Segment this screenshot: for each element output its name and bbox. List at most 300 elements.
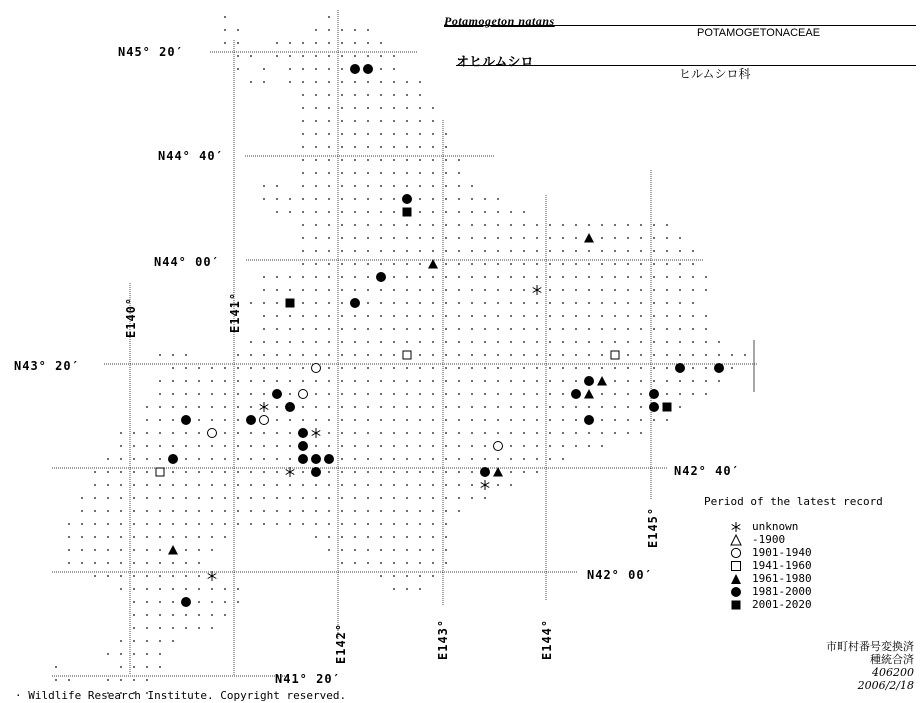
- grid-dot: [302, 263, 304, 265]
- grid-dot: [653, 315, 655, 317]
- grid-dot: [341, 562, 343, 564]
- grid-dot: [133, 445, 135, 447]
- grid-dot: [484, 237, 486, 239]
- grid-dot: [237, 367, 239, 369]
- grid-dot: [523, 341, 525, 343]
- grid-dot: [432, 562, 434, 564]
- grid-dot: [354, 159, 356, 161]
- grid-dot: [315, 107, 317, 109]
- grid-dot: [380, 406, 382, 408]
- grid-dot: [406, 575, 408, 577]
- grid-dot: [471, 367, 473, 369]
- grid-dot: [263, 81, 265, 83]
- grid-dot: [614, 328, 616, 330]
- grid-dot: [432, 120, 434, 122]
- grid-dot: [692, 341, 694, 343]
- grid-dot: [81, 536, 83, 538]
- grid-dot: [536, 380, 538, 382]
- grid-dot: [458, 224, 460, 226]
- grid-dot: [653, 289, 655, 291]
- grid-dot: [354, 458, 356, 460]
- grid-dot: [666, 393, 668, 395]
- grid-dot: [211, 627, 213, 629]
- grid-dot: [679, 354, 681, 356]
- grid-dot: [432, 471, 434, 473]
- grid-dot: [471, 211, 473, 213]
- grid-dot: [367, 81, 369, 83]
- grid-dot: [250, 341, 252, 343]
- grid-dot: [458, 250, 460, 252]
- grid-dot: [146, 666, 148, 668]
- grid-dot: [341, 42, 343, 44]
- grid-dot: [640, 315, 642, 317]
- grid-dot: [458, 471, 460, 473]
- grid-dot: [55, 679, 57, 681]
- grid-dot: [237, 29, 239, 31]
- grid-dot: [627, 302, 629, 304]
- grid-dot: [432, 198, 434, 200]
- grid-dot: [679, 289, 681, 291]
- grid-dot: [523, 224, 525, 226]
- grid-dot: [471, 419, 473, 421]
- grid-dot: [445, 549, 447, 551]
- grid-dot: [367, 367, 369, 369]
- grid-dot: [146, 445, 148, 447]
- grid-dot: [640, 263, 642, 265]
- grid-dot: [510, 419, 512, 421]
- grid-dot: [354, 510, 356, 512]
- grid-dot: [510, 224, 512, 226]
- grid-dot: [341, 497, 343, 499]
- grid-dot: [549, 341, 551, 343]
- record-filled-triangle: [597, 376, 607, 386]
- grid-dot: [120, 497, 122, 499]
- grid-dot: [315, 237, 317, 239]
- grid-dot: [276, 276, 278, 278]
- grid-dot: [159, 484, 161, 486]
- grid-dot: [601, 289, 603, 291]
- record-filled-square: [663, 403, 672, 412]
- grid-dot: [380, 458, 382, 460]
- grid-dot: [601, 276, 603, 278]
- grid-dot: [419, 94, 421, 96]
- grid-dot: [731, 367, 733, 369]
- grid-dot: [484, 367, 486, 369]
- grid-dot: [328, 341, 330, 343]
- grid-dot: [497, 224, 499, 226]
- grid-dot: [211, 471, 213, 473]
- grid-dot: [406, 497, 408, 499]
- grid-dot: [341, 250, 343, 252]
- grid-dot: [484, 263, 486, 265]
- grid-dot: [302, 42, 304, 44]
- grid-dot: [237, 354, 239, 356]
- grid-dot: [289, 523, 291, 525]
- grid-dot: [367, 302, 369, 304]
- grid-dot: [380, 42, 382, 44]
- grid-dot: [289, 341, 291, 343]
- grid-dot: [601, 393, 603, 395]
- grid-dot: [198, 393, 200, 395]
- grid-dot: [445, 172, 447, 174]
- grid-dot: [328, 81, 330, 83]
- grid-dot: [406, 185, 408, 187]
- grid-dot: [406, 432, 408, 434]
- grid-dot: [172, 614, 174, 616]
- grid-dot: [120, 432, 122, 434]
- grid-dot: [185, 445, 187, 447]
- grid-dot: [185, 458, 187, 460]
- grid-dot: [380, 445, 382, 447]
- grid-dot: [198, 575, 200, 577]
- grid-dot: [224, 471, 226, 473]
- grid-dot: [133, 588, 135, 590]
- grid-dot: [692, 263, 694, 265]
- grid-dot: [263, 185, 265, 187]
- grid-dot: [406, 484, 408, 486]
- grid-dot: [237, 484, 239, 486]
- grid-dot: [159, 510, 161, 512]
- grid-dot: [328, 185, 330, 187]
- grid-dot: [445, 471, 447, 473]
- grid-dot: [510, 354, 512, 356]
- grid-dot: [315, 198, 317, 200]
- grid-dot: [393, 172, 395, 174]
- grid-dot: [549, 328, 551, 330]
- grid-dot: [640, 380, 642, 382]
- grid-dot: [211, 367, 213, 369]
- grid-dot: [315, 341, 317, 343]
- grid-dot: [185, 536, 187, 538]
- grid-dot: [341, 445, 343, 447]
- grid-dot: [250, 55, 252, 57]
- grid-dot: [679, 393, 681, 395]
- grid-dot: [601, 367, 603, 369]
- filled-triangle-icon: [730, 573, 742, 585]
- lat-label-45-20: N45° 20′: [118, 45, 184, 59]
- grid-dot: [146, 588, 148, 590]
- filled-circle-icon: [730, 586, 742, 598]
- grid-dot: [81, 497, 83, 499]
- grid-dot: [367, 432, 369, 434]
- grid-dot: [94, 536, 96, 538]
- grid-dot: [276, 432, 278, 434]
- grid-dot: [172, 575, 174, 577]
- grid-dot: [562, 302, 564, 304]
- grid-dot: [120, 523, 122, 525]
- grid-dot: [497, 341, 499, 343]
- grid-dot: [510, 445, 512, 447]
- grid-dot: [562, 224, 564, 226]
- grid-dot: [705, 328, 707, 330]
- grid-dot: [237, 445, 239, 447]
- grid-dot: [718, 354, 720, 356]
- grid-dot: [471, 315, 473, 317]
- grid-dot: [419, 393, 421, 395]
- grid-dot: [601, 224, 603, 226]
- grid-dot: [458, 263, 460, 265]
- grid-dot: [133, 614, 135, 616]
- grid-dot: [250, 484, 252, 486]
- grid-dot: [341, 536, 343, 538]
- grid-dot: [536, 328, 538, 330]
- legend-label: 1901-1940: [752, 546, 812, 559]
- grid-dot: [419, 562, 421, 564]
- grid-dot: [302, 302, 304, 304]
- grid-dot: [198, 432, 200, 434]
- record-asterisk: [481, 480, 490, 490]
- grid-dot: [393, 198, 395, 200]
- grid-dot: [497, 432, 499, 434]
- grid-dot: [341, 341, 343, 343]
- grid-dot: [159, 523, 161, 525]
- grid-dot: [445, 224, 447, 226]
- grid-dot: [380, 211, 382, 213]
- grid-dot: [367, 445, 369, 447]
- grid-dot: [536, 302, 538, 304]
- grid-dot: [315, 354, 317, 356]
- grid-dot: [198, 627, 200, 629]
- grid-dot: [120, 588, 122, 590]
- grid-dot: [432, 211, 434, 213]
- grid-dot: [315, 302, 317, 304]
- grid-dot: [302, 198, 304, 200]
- grid-dot: [354, 133, 356, 135]
- grid-dot: [146, 640, 148, 642]
- grid-dot: [133, 653, 135, 655]
- grid-dot: [289, 393, 291, 395]
- grid-dot: [354, 289, 356, 291]
- grid-dot: [471, 237, 473, 239]
- grid-dot: [276, 367, 278, 369]
- grid-dot: [107, 679, 109, 681]
- grid-dot: [380, 120, 382, 122]
- grid-dot: [276, 211, 278, 213]
- grid-dot: [367, 276, 369, 278]
- grid-dot: [523, 432, 525, 434]
- grid-dot: [328, 328, 330, 330]
- grid-dot: [653, 328, 655, 330]
- grid-dot: [237, 510, 239, 512]
- grid-dot: [419, 224, 421, 226]
- grid-dot: [640, 341, 642, 343]
- grid-dot: [185, 614, 187, 616]
- grid-dot: [146, 549, 148, 551]
- grid-dot: [315, 393, 317, 395]
- grid-dot: [328, 484, 330, 486]
- grid-dot: [107, 484, 109, 486]
- grid-dot: [393, 211, 395, 213]
- grid-dot: [393, 562, 395, 564]
- grid-dot: [159, 445, 161, 447]
- grid-dot: [224, 523, 226, 525]
- grid-dot: [562, 237, 564, 239]
- legend-title: Period of the latest record: [704, 495, 883, 508]
- grid-dot: [328, 198, 330, 200]
- grid-dot: [211, 458, 213, 460]
- grid-dot: [224, 29, 226, 31]
- grid-dot: [341, 419, 343, 421]
- grid-dot: [536, 315, 538, 317]
- grid-dot: [575, 406, 577, 408]
- grid-dot: [328, 211, 330, 213]
- grid-dot: [562, 276, 564, 278]
- grid-dot: [367, 55, 369, 57]
- grid-dot: [198, 562, 200, 564]
- grid-dot: [289, 497, 291, 499]
- grid-dot: [328, 133, 330, 135]
- grid-dot: [367, 497, 369, 499]
- grid-dot: [601, 432, 603, 434]
- grid-dot: [198, 380, 200, 382]
- grid-dot: [159, 575, 161, 577]
- grid-dot: [328, 55, 330, 57]
- grid-dot: [68, 536, 70, 538]
- grid-dot: [497, 263, 499, 265]
- grid-dot: [406, 523, 408, 525]
- grid-dot: [419, 198, 421, 200]
- grid-dot: [211, 484, 213, 486]
- grid-dot: [159, 640, 161, 642]
- grid-dot: [198, 458, 200, 460]
- legend-item-unknown: [704, 520, 883, 533]
- grid-dot: [614, 263, 616, 265]
- grid-dot: [445, 133, 447, 135]
- grid-dot: [341, 263, 343, 265]
- grid-dot: [341, 289, 343, 291]
- grid-dot: [679, 263, 681, 265]
- grid-dot: [68, 562, 70, 564]
- record-filled-circle: [350, 298, 360, 308]
- grid-dot: [328, 68, 330, 70]
- title-underline: [444, 25, 916, 26]
- grid-dot: [237, 419, 239, 421]
- grid-dot: [666, 380, 668, 382]
- grid-dot: [302, 211, 304, 213]
- grid-dot: [445, 302, 447, 304]
- grid-dot: [614, 302, 616, 304]
- grid-dot: [432, 458, 434, 460]
- grid-dot: [341, 146, 343, 148]
- stamp-line-2: 種統合済: [870, 653, 914, 666]
- grid-dot: [94, 471, 96, 473]
- grid-dot: [471, 263, 473, 265]
- grid-dot: [263, 354, 265, 356]
- grid-dot: [419, 419, 421, 421]
- grid-dot: [510, 302, 512, 304]
- grid-dot: [666, 237, 668, 239]
- grid-dot: [432, 159, 434, 161]
- grid-dot: [562, 445, 564, 447]
- grid-dot: [159, 419, 161, 421]
- grid-dot: [380, 55, 382, 57]
- record-filled-circle: [363, 64, 373, 74]
- grid-dot: [458, 237, 460, 239]
- grid-dot: [185, 523, 187, 525]
- grid-dot: [341, 549, 343, 551]
- grid-dot: [289, 484, 291, 486]
- grid-dot: [315, 224, 317, 226]
- grid-dot: [354, 107, 356, 109]
- grid-dot: [224, 406, 226, 408]
- grid-dot: [133, 627, 135, 629]
- grid-dot: [484, 224, 486, 226]
- grid-dot: [328, 107, 330, 109]
- grid-dot: [289, 510, 291, 512]
- grid-dot: [562, 393, 564, 395]
- grid-dot: [536, 354, 538, 356]
- grid-dot: [172, 445, 174, 447]
- grid-dot: [315, 172, 317, 174]
- grid-dot: [393, 393, 395, 395]
- grid-dot: [94, 484, 96, 486]
- grid-dot: [445, 536, 447, 538]
- grid-dot: [328, 94, 330, 96]
- grid-dot: [289, 445, 291, 447]
- grid-dot: [250, 81, 252, 83]
- grid-dot: [432, 276, 434, 278]
- grid-dot: [588, 315, 590, 317]
- grid-dot: [393, 588, 395, 590]
- grid-dot: [406, 120, 408, 122]
- grid-dot: [94, 497, 96, 499]
- grid-dot: [367, 263, 369, 265]
- grid-dot: [367, 406, 369, 408]
- grid-dot: [289, 432, 291, 434]
- grid-dot: [601, 302, 603, 304]
- grid-dot: [393, 133, 395, 135]
- grid-dot: [510, 432, 512, 434]
- grid-dot: [380, 159, 382, 161]
- grid-dot: [380, 367, 382, 369]
- record-filled-circle: [272, 389, 282, 399]
- grid-dot: [302, 224, 304, 226]
- grid-dot: [393, 237, 395, 239]
- grid-dot: [146, 601, 148, 603]
- grid-dot: [172, 523, 174, 525]
- record-filled-circle: [181, 597, 191, 607]
- grid-dot: [614, 224, 616, 226]
- grid-dot: [237, 406, 239, 408]
- grid-dot: [159, 614, 161, 616]
- grid-dot: [640, 250, 642, 252]
- grid-dot: [133, 562, 135, 564]
- grid-dot: [406, 263, 408, 265]
- grid-dot: [263, 471, 265, 473]
- grid-dot: [458, 211, 460, 213]
- grid-dot: [523, 380, 525, 382]
- grid-dot: [328, 172, 330, 174]
- grid-dot: [601, 237, 603, 239]
- grid-dot: [471, 354, 473, 356]
- grid-dot: [458, 432, 460, 434]
- grid-dot: [419, 302, 421, 304]
- grid-dot: [445, 380, 447, 382]
- grid-dot: [666, 341, 668, 343]
- grid-dot: [172, 432, 174, 434]
- grid-dot: [341, 198, 343, 200]
- legend-item-1961-1980: [704, 572, 883, 585]
- grid-dot: [250, 471, 252, 473]
- grid-dot: [393, 471, 395, 473]
- grid-dot: [705, 380, 707, 382]
- grid-dot: [458, 328, 460, 330]
- grid-dot: [406, 406, 408, 408]
- grid-dot: [575, 419, 577, 421]
- grid-dot: [380, 471, 382, 473]
- grid-dot: [510, 328, 512, 330]
- grid-dot: [315, 276, 317, 278]
